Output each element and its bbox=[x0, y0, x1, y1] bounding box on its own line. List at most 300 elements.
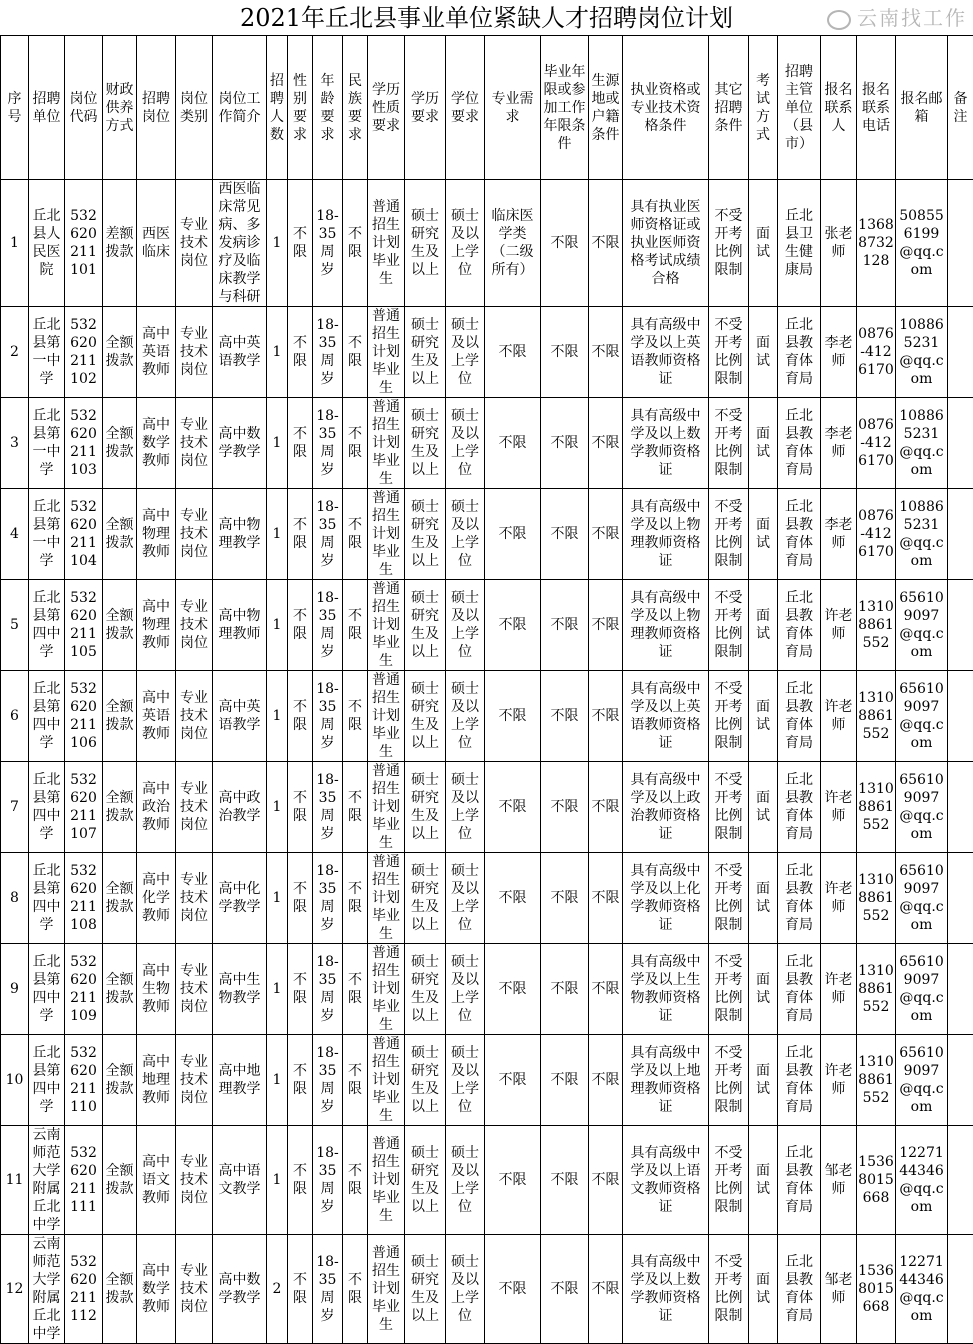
cell-major: 不限 bbox=[485, 398, 541, 489]
cell-ethnicity: 不限 bbox=[343, 1126, 368, 1235]
cell-email: 656109097@qq.com bbox=[896, 762, 948, 853]
cell-other-conditions: 不受开考比例限制 bbox=[709, 1035, 749, 1126]
cell-duties: 高中英语教学 bbox=[213, 671, 267, 762]
cell-count: 1 bbox=[267, 398, 288, 489]
cell-exam-method: 面试 bbox=[749, 944, 778, 1035]
header-category: 岗位类别 bbox=[176, 36, 213, 180]
cell-age: 18-35周岁 bbox=[313, 1035, 343, 1126]
cell-code: 532620211106 bbox=[65, 671, 103, 762]
cell-position: 高中英语教师 bbox=[137, 671, 176, 762]
cell-unit: 丘北县第四中学 bbox=[29, 853, 65, 944]
cell-count: 1 bbox=[267, 1035, 288, 1126]
cell-index: 8 bbox=[1, 853, 29, 944]
cell-degree: 硕士及以上学位 bbox=[446, 1035, 485, 1126]
cell-degree: 硕士及以上学位 bbox=[446, 762, 485, 853]
header-origin: 生源地或户籍条件 bbox=[589, 36, 623, 180]
cell-authority: 丘北县教育体育局 bbox=[778, 398, 821, 489]
cell-count: 1 bbox=[267, 307, 288, 398]
header-qualification: 执业资格或专业技术资格条件 bbox=[623, 36, 709, 180]
cell-email: 108865231@qq.com bbox=[896, 307, 948, 398]
cell-duties: 高中政治教学 bbox=[213, 762, 267, 853]
cell-exam-method: 面试 bbox=[749, 398, 778, 489]
cell-count: 1 bbox=[267, 489, 288, 580]
cell-ethnicity: 不限 bbox=[343, 1035, 368, 1126]
cell-contact: 邹老师 bbox=[821, 1235, 857, 1344]
cell-remarks bbox=[948, 671, 973, 762]
cell-edu-type: 普通招生计划毕业生 bbox=[368, 580, 405, 671]
cell-edu-type: 普通招生计划毕业生 bbox=[368, 1235, 405, 1344]
cell-duties: 高中英语教学 bbox=[213, 307, 267, 398]
cell-other-conditions: 不受开考比例限制 bbox=[709, 1126, 749, 1235]
cell-index: 12 bbox=[1, 1235, 29, 1344]
cell-qualification: 具有高级中学及以上生物教师资格证 bbox=[623, 944, 709, 1035]
cell-major: 不限 bbox=[485, 489, 541, 580]
cell-graduation-years: 不限 bbox=[541, 1126, 589, 1235]
cell-authority: 丘北县教育体育局 bbox=[778, 853, 821, 944]
cell-category: 专业技术岗位 bbox=[176, 762, 213, 853]
cell-position: 高中数学教师 bbox=[137, 398, 176, 489]
cell-major: 不限 bbox=[485, 1235, 541, 1344]
cell-ethnicity: 不限 bbox=[343, 944, 368, 1035]
cell-other-conditions: 不受开考比例限制 bbox=[709, 180, 749, 307]
cell-code: 532620211108 bbox=[65, 853, 103, 944]
cell-gender: 不限 bbox=[288, 1035, 313, 1126]
cell-edu-type: 普通招生计划毕业生 bbox=[368, 398, 405, 489]
cell-graduation-years: 不限 bbox=[541, 180, 589, 307]
cell-origin: 不限 bbox=[589, 853, 623, 944]
cell-remarks bbox=[948, 398, 973, 489]
table-row bbox=[1, 671, 973, 762]
cell-funding: 全额拨款 bbox=[103, 853, 137, 944]
table-row bbox=[1, 398, 973, 489]
cell-position: 高中英语教师 bbox=[137, 307, 176, 398]
cell-duties: 高中物理教师 bbox=[213, 580, 267, 671]
header-email: 报名邮箱 bbox=[896, 36, 948, 180]
cell-category: 专业技术岗位 bbox=[176, 1035, 213, 1126]
table-row bbox=[1, 580, 973, 671]
cell-contact: 李老师 bbox=[821, 489, 857, 580]
header-gender: 性别要求 bbox=[288, 36, 313, 180]
cell-funding: 全额拨款 bbox=[103, 398, 137, 489]
cell-graduation-years: 不限 bbox=[541, 580, 589, 671]
cell-authority: 丘北县教育体育局 bbox=[778, 671, 821, 762]
cell-count: 1 bbox=[267, 944, 288, 1035]
header-remarks: 备注 bbox=[948, 36, 973, 180]
cell-major: 不限 bbox=[485, 671, 541, 762]
cell-remarks bbox=[948, 180, 973, 307]
cell-other-conditions: 不受开考比例限制 bbox=[709, 398, 749, 489]
watermark-text: 云南找工作 bbox=[857, 6, 967, 30]
cell-degree: 硕士及以上学位 bbox=[446, 489, 485, 580]
cell-code: 532620211107 bbox=[65, 762, 103, 853]
cell-phone: 15368015668 bbox=[857, 1235, 896, 1344]
cell-other-conditions: 不受开考比例限制 bbox=[709, 944, 749, 1035]
cell-degree: 硕士及以上学位 bbox=[446, 398, 485, 489]
cell-qualification: 具有高级中学及以上语文教师资格证 bbox=[623, 1126, 709, 1235]
cell-position: 高中政治教师 bbox=[137, 762, 176, 853]
table-row bbox=[1, 762, 973, 853]
header-code: 岗位代码 bbox=[65, 36, 103, 180]
cell-contact: 许老师 bbox=[821, 580, 857, 671]
cell-age: 18-35周岁 bbox=[313, 489, 343, 580]
cell-major: 不限 bbox=[485, 853, 541, 944]
header-edu-type: 学历性质要求 bbox=[368, 36, 405, 180]
cell-exam-method: 面试 bbox=[749, 307, 778, 398]
cell-edu-type: 普通招生计划毕业生 bbox=[368, 307, 405, 398]
cell-funding: 全额拨款 bbox=[103, 1035, 137, 1126]
cell-email: 656109097@qq.com bbox=[896, 671, 948, 762]
cell-ethnicity: 不限 bbox=[343, 489, 368, 580]
cell-authority: 丘北县教育体育局 bbox=[778, 307, 821, 398]
cell-phone: 13108861552 bbox=[857, 762, 896, 853]
cell-contact: 许老师 bbox=[821, 671, 857, 762]
cell-graduation-years: 不限 bbox=[541, 762, 589, 853]
cell-gender: 不限 bbox=[288, 1235, 313, 1344]
cell-remarks bbox=[948, 853, 973, 944]
cell-education: 硕士研究生及以上 bbox=[405, 398, 446, 489]
table-row bbox=[1, 944, 973, 1035]
cell-education: 硕士研究生及以上 bbox=[405, 762, 446, 853]
cell-category: 专业技术岗位 bbox=[176, 307, 213, 398]
cell-origin: 不限 bbox=[589, 1126, 623, 1235]
cell-other-conditions: 不受开考比例限制 bbox=[709, 307, 749, 398]
cell-origin: 不限 bbox=[589, 944, 623, 1035]
cell-other-conditions: 不受开考比例限制 bbox=[709, 853, 749, 944]
cell-origin: 不限 bbox=[589, 762, 623, 853]
cell-funding: 全额拨款 bbox=[103, 671, 137, 762]
cell-duties: 高中化学教学 bbox=[213, 853, 267, 944]
cell-edu-type: 普通招生计划毕业生 bbox=[368, 1126, 405, 1235]
cell-email: 108865231@qq.com bbox=[896, 398, 948, 489]
cell-index: 10 bbox=[1, 1035, 29, 1126]
cell-index: 9 bbox=[1, 944, 29, 1035]
header-row bbox=[1, 36, 973, 180]
cell-position: 西医临床 bbox=[137, 180, 176, 307]
cell-exam-method: 面试 bbox=[749, 762, 778, 853]
cell-edu-type: 普通招生计划毕业生 bbox=[368, 671, 405, 762]
header-exam-method: 考试方式 bbox=[749, 36, 778, 180]
cell-email: 656109097@qq.com bbox=[896, 853, 948, 944]
cell-other-conditions: 不受开考比例限制 bbox=[709, 671, 749, 762]
cell-origin: 不限 bbox=[589, 671, 623, 762]
cell-category: 专业技术岗位 bbox=[176, 180, 213, 307]
cell-other-conditions: 不受开考比例限制 bbox=[709, 489, 749, 580]
cell-funding: 全额拨款 bbox=[103, 1126, 137, 1235]
cell-qualification: 具有高级中学及以上数学教师资格证 bbox=[623, 398, 709, 489]
cell-education: 硕士研究生及以上 bbox=[405, 853, 446, 944]
cell-origin: 不限 bbox=[589, 580, 623, 671]
cell-authority: 丘北县教育体育局 bbox=[778, 1235, 821, 1344]
cell-education: 硕士研究生及以上 bbox=[405, 489, 446, 580]
cell-qualification: 具有高级中学及以上英语教师资格证 bbox=[623, 307, 709, 398]
cell-degree: 硕士及以上学位 bbox=[446, 580, 485, 671]
cell-major: 临床医学类（二级所有） bbox=[485, 180, 541, 307]
cell-origin: 不限 bbox=[589, 489, 623, 580]
cell-qualification: 具有高级中学及以上化学教师资格证 bbox=[623, 853, 709, 944]
cell-other-conditions: 不受开考比例限制 bbox=[709, 1235, 749, 1344]
cell-duties: 高中地理教学 bbox=[213, 1035, 267, 1126]
cell-age: 18-35周岁 bbox=[313, 853, 343, 944]
cell-funding: 差额拨款 bbox=[103, 180, 137, 307]
cell-edu-type: 普通招生计划毕业生 bbox=[368, 1035, 405, 1126]
cell-duties: 西医临床常见病、多发病诊疗及临床教学与科研 bbox=[213, 180, 267, 307]
cell-age: 18-35周岁 bbox=[313, 580, 343, 671]
cell-category: 专业技术岗位 bbox=[176, 944, 213, 1035]
cell-count: 1 bbox=[267, 762, 288, 853]
header-degree: 学位要求 bbox=[446, 36, 485, 180]
header-duties: 岗位工作简介 bbox=[213, 36, 267, 180]
cell-education: 硕士研究生及以上 bbox=[405, 944, 446, 1035]
cell-contact: 李老师 bbox=[821, 398, 857, 489]
cell-count: 1 bbox=[267, 1126, 288, 1235]
cell-origin: 不限 bbox=[589, 180, 623, 307]
header-position: 招聘岗位 bbox=[137, 36, 176, 180]
cell-major: 不限 bbox=[485, 1035, 541, 1126]
cell-origin: 不限 bbox=[589, 1035, 623, 1126]
table-row bbox=[1, 180, 973, 307]
cell-graduation-years: 不限 bbox=[541, 307, 589, 398]
cell-qualification: 具有高级中学及以上英语教师资格证 bbox=[623, 671, 709, 762]
cell-code: 532620211110 bbox=[65, 1035, 103, 1126]
header-index: 序号 bbox=[1, 36, 29, 180]
cell-edu-type: 普通招生计划毕业生 bbox=[368, 180, 405, 307]
header-unit: 招聘单位 bbox=[29, 36, 65, 180]
cell-major: 不限 bbox=[485, 1126, 541, 1235]
cell-qualification: 具有高级中学及以上物理教师资格证 bbox=[623, 580, 709, 671]
cell-gender: 不限 bbox=[288, 307, 313, 398]
cell-origin: 不限 bbox=[589, 307, 623, 398]
cell-unit: 云南师范大学附属丘北中学 bbox=[29, 1235, 65, 1344]
cell-count: 1 bbox=[267, 853, 288, 944]
cell-remarks bbox=[948, 1235, 973, 1344]
cell-position: 高中生物教师 bbox=[137, 944, 176, 1035]
cell-exam-method: 面试 bbox=[749, 1126, 778, 1235]
cell-category: 专业技术岗位 bbox=[176, 580, 213, 671]
cell-contact: 邹老师 bbox=[821, 1126, 857, 1235]
cell-major: 不限 bbox=[485, 944, 541, 1035]
cell-phone: 13688732128 bbox=[857, 180, 896, 307]
cell-email: 508556199@qq.com bbox=[896, 180, 948, 307]
cell-exam-method: 面试 bbox=[749, 671, 778, 762]
cell-age: 18-35周岁 bbox=[313, 1126, 343, 1235]
cell-age: 18-35周岁 bbox=[313, 307, 343, 398]
cell-age: 18-35周岁 bbox=[313, 398, 343, 489]
cell-position: 高中化学教师 bbox=[137, 853, 176, 944]
cell-qualification: 具有高级中学及以上数学教师资格证 bbox=[623, 1235, 709, 1344]
cell-phone: 0876-4126170 bbox=[857, 307, 896, 398]
watermark bbox=[827, 4, 967, 32]
cell-index: 1 bbox=[1, 180, 29, 307]
cell-index: 11 bbox=[1, 1126, 29, 1235]
cell-authority: 丘北县教育体育局 bbox=[778, 489, 821, 580]
cell-funding: 全额拨款 bbox=[103, 762, 137, 853]
cell-category: 专业技术岗位 bbox=[176, 1126, 213, 1235]
cell-edu-type: 普通招生计划毕业生 bbox=[368, 489, 405, 580]
cell-authority: 丘北县教育体育局 bbox=[778, 944, 821, 1035]
table-row bbox=[1, 853, 973, 944]
cell-phone: 0876-4126170 bbox=[857, 489, 896, 580]
cell-ethnicity: 不限 bbox=[343, 307, 368, 398]
cell-gender: 不限 bbox=[288, 180, 313, 307]
cell-age: 18-35周岁 bbox=[313, 180, 343, 307]
cell-exam-method: 面试 bbox=[749, 180, 778, 307]
cell-email: 656109097@qq.com bbox=[896, 1035, 948, 1126]
cell-remarks bbox=[948, 489, 973, 580]
table-row bbox=[1, 307, 973, 398]
header-ethnicity: 民族要求 bbox=[343, 36, 368, 180]
cell-unit: 丘北县第四中学 bbox=[29, 944, 65, 1035]
cell-unit: 丘北县第一中学 bbox=[29, 398, 65, 489]
cell-exam-method: 面试 bbox=[749, 580, 778, 671]
cell-qualification: 具有高级中学及以上物理教师资格证 bbox=[623, 489, 709, 580]
cell-duties: 高中数学教学 bbox=[213, 1235, 267, 1344]
recruitment-table bbox=[0, 35, 973, 1344]
cell-category: 专业技术岗位 bbox=[176, 489, 213, 580]
table-row bbox=[1, 489, 973, 580]
cell-contact: 许老师 bbox=[821, 944, 857, 1035]
cell-authority: 丘北县教育体育局 bbox=[778, 762, 821, 853]
cell-degree: 硕士及以上学位 bbox=[446, 1126, 485, 1235]
cell-category: 专业技术岗位 bbox=[176, 671, 213, 762]
cell-degree: 硕士及以上学位 bbox=[446, 853, 485, 944]
cell-funding: 全额拨款 bbox=[103, 1235, 137, 1344]
cell-education: 硕士研究生及以上 bbox=[405, 580, 446, 671]
cell-remarks bbox=[948, 944, 973, 1035]
cell-origin: 不限 bbox=[589, 398, 623, 489]
cell-education: 硕士研究生及以上 bbox=[405, 671, 446, 762]
cell-degree: 硕士及以上学位 bbox=[446, 180, 485, 307]
cell-position: 高中物理教师 bbox=[137, 489, 176, 580]
cell-qualification: 具有高级中学及以上政治教师资格证 bbox=[623, 762, 709, 853]
cell-code: 532620211109 bbox=[65, 944, 103, 1035]
cell-index: 4 bbox=[1, 489, 29, 580]
header-major: 专业需求 bbox=[485, 36, 541, 180]
cell-email: 1227144346@qq.com bbox=[896, 1126, 948, 1235]
cell-education: 硕士研究生及以上 bbox=[405, 180, 446, 307]
header-age: 年龄要求 bbox=[313, 36, 343, 180]
cell-ethnicity: 不限 bbox=[343, 398, 368, 489]
cell-contact: 李老师 bbox=[821, 307, 857, 398]
cell-graduation-years: 不限 bbox=[541, 853, 589, 944]
header-other-conditions: 其它招聘条件 bbox=[709, 36, 749, 180]
cell-edu-type: 普通招生计划毕业生 bbox=[368, 944, 405, 1035]
cell-gender: 不限 bbox=[288, 671, 313, 762]
cell-email: 108865231@qq.com bbox=[896, 489, 948, 580]
cell-count: 2 bbox=[267, 1235, 288, 1344]
cell-graduation-years: 不限 bbox=[541, 944, 589, 1035]
cell-graduation-years: 不限 bbox=[541, 1035, 589, 1126]
cell-age: 18-35周岁 bbox=[313, 762, 343, 853]
cell-authority: 丘北县教育体育局 bbox=[778, 1035, 821, 1126]
cell-unit: 丘北县第四中学 bbox=[29, 762, 65, 853]
cell-remarks bbox=[948, 1035, 973, 1126]
cell-edu-type: 普通招生计划毕业生 bbox=[368, 762, 405, 853]
cell-major: 不限 bbox=[485, 307, 541, 398]
table-row bbox=[1, 1035, 973, 1126]
cell-ethnicity: 不限 bbox=[343, 671, 368, 762]
cell-gender: 不限 bbox=[288, 944, 313, 1035]
cell-ethnicity: 不限 bbox=[343, 580, 368, 671]
cell-degree: 硕士及以上学位 bbox=[446, 671, 485, 762]
cell-remarks bbox=[948, 580, 973, 671]
cell-major: 不限 bbox=[485, 580, 541, 671]
cell-unit: 丘北县第一中学 bbox=[29, 307, 65, 398]
cell-graduation-years: 不限 bbox=[541, 398, 589, 489]
cell-position: 高中物理教师 bbox=[137, 580, 176, 671]
cell-unit: 丘北县第四中学 bbox=[29, 1035, 65, 1126]
cell-exam-method: 面试 bbox=[749, 1035, 778, 1126]
cell-contact: 许老师 bbox=[821, 853, 857, 944]
cell-age: 18-35周岁 bbox=[313, 944, 343, 1035]
cell-remarks bbox=[948, 762, 973, 853]
cell-position: 高中地理教师 bbox=[137, 1035, 176, 1126]
cell-code: 532620211112 bbox=[65, 1235, 103, 1344]
cell-authority: 丘北县教育体育局 bbox=[778, 580, 821, 671]
cell-code: 532620211104 bbox=[65, 489, 103, 580]
cell-education: 硕士研究生及以上 bbox=[405, 307, 446, 398]
cell-qualification: 具有高级中学及以上地理教师资格证 bbox=[623, 1035, 709, 1126]
cell-remarks bbox=[948, 307, 973, 398]
cell-count: 1 bbox=[267, 671, 288, 762]
cell-code: 532620211102 bbox=[65, 307, 103, 398]
cell-graduation-years: 不限 bbox=[541, 1235, 589, 1344]
cell-major: 不限 bbox=[485, 762, 541, 853]
cell-exam-method: 面试 bbox=[749, 853, 778, 944]
cell-index: 6 bbox=[1, 671, 29, 762]
cell-gender: 不限 bbox=[288, 853, 313, 944]
cell-position: 高中数学教师 bbox=[137, 1235, 176, 1344]
cell-count: 1 bbox=[267, 580, 288, 671]
cell-authority: 丘北县教育体育局 bbox=[778, 1126, 821, 1235]
cell-authority: 丘北县卫生健康局 bbox=[778, 180, 821, 307]
cell-education: 硕士研究生及以上 bbox=[405, 1035, 446, 1126]
cell-gender: 不限 bbox=[288, 762, 313, 853]
cell-ethnicity: 不限 bbox=[343, 853, 368, 944]
cell-other-conditions: 不受开考比例限制 bbox=[709, 580, 749, 671]
cell-index: 5 bbox=[1, 580, 29, 671]
cell-code: 532620211103 bbox=[65, 398, 103, 489]
cell-phone: 13108861552 bbox=[857, 853, 896, 944]
cell-index: 2 bbox=[1, 307, 29, 398]
wechat-icon bbox=[827, 10, 851, 30]
cell-unit: 云南师范大学附属丘北中学 bbox=[29, 1126, 65, 1235]
cell-duties: 高中物理教学 bbox=[213, 489, 267, 580]
header-funding: 财政供养方式 bbox=[103, 36, 137, 180]
cell-code: 532620211105 bbox=[65, 580, 103, 671]
cell-phone: 13108861552 bbox=[857, 580, 896, 671]
cell-email: 656109097@qq.com bbox=[896, 944, 948, 1035]
cell-phone: 13108861552 bbox=[857, 944, 896, 1035]
cell-graduation-years: 不限 bbox=[541, 489, 589, 580]
cell-category: 专业技术岗位 bbox=[176, 853, 213, 944]
cell-phone: 13108861552 bbox=[857, 671, 896, 762]
cell-ethnicity: 不限 bbox=[343, 762, 368, 853]
cell-qualification: 具有执业医师资格证或执业医师资格考试成绩合格 bbox=[623, 180, 709, 307]
cell-origin: 不限 bbox=[589, 1235, 623, 1344]
cell-duties: 高中语文教学 bbox=[213, 1126, 267, 1235]
cell-ethnicity: 不限 bbox=[343, 1235, 368, 1344]
cell-ethnicity: 不限 bbox=[343, 180, 368, 307]
cell-email: 656109097@qq.com bbox=[896, 580, 948, 671]
cell-code: 532620211111 bbox=[65, 1126, 103, 1235]
cell-contact: 张老师 bbox=[821, 180, 857, 307]
header-graduation-years: 毕业年限或参加工作年限条件 bbox=[541, 36, 589, 180]
cell-index: 7 bbox=[1, 762, 29, 853]
cell-funding: 全额拨款 bbox=[103, 307, 137, 398]
cell-unit: 丘北县人民医院 bbox=[29, 180, 65, 307]
cell-education: 硕士研究生及以上 bbox=[405, 1235, 446, 1344]
header-authority: 招聘主管单位（县市） bbox=[778, 36, 821, 180]
